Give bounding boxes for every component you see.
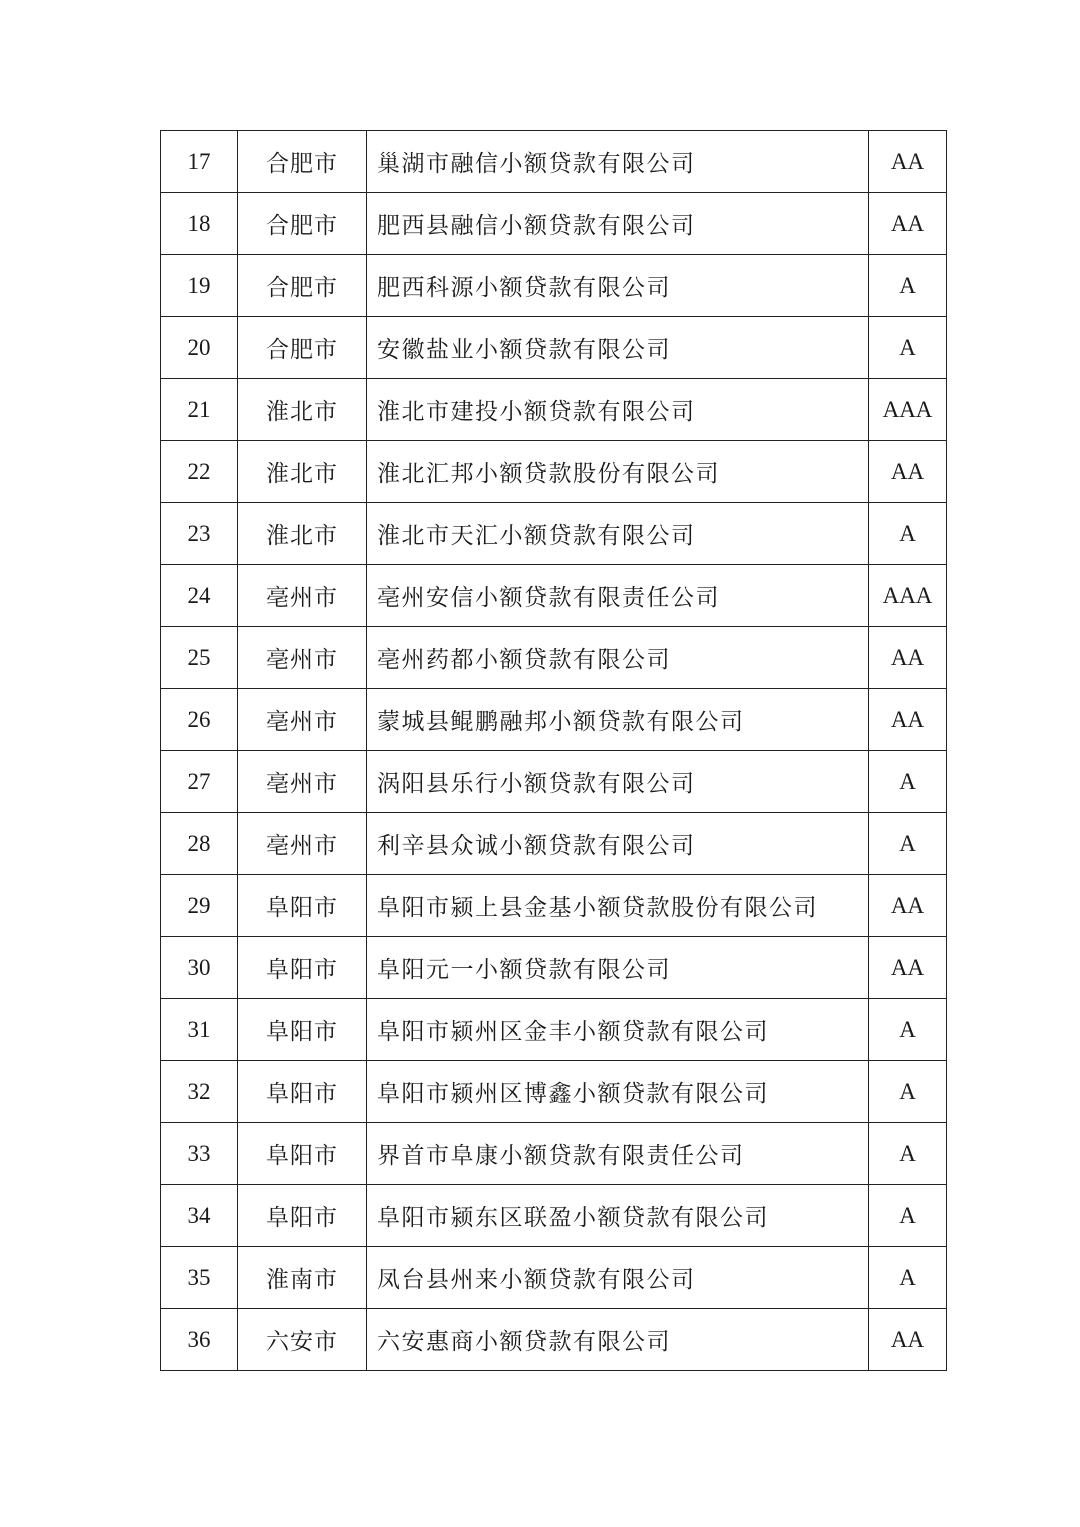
table-row bbox=[161, 627, 947, 689]
table-row bbox=[161, 1185, 947, 1247]
row-credit-grade: AA bbox=[869, 193, 947, 255]
row-credit-grade: A bbox=[869, 813, 947, 875]
table-row bbox=[161, 255, 947, 317]
row-credit-grade: AA bbox=[869, 937, 947, 999]
table-row bbox=[161, 999, 947, 1061]
row-city: 亳州市 bbox=[238, 627, 367, 689]
row-number: 21 bbox=[161, 379, 238, 441]
row-number: 32 bbox=[161, 1061, 238, 1123]
row-company-name: 涡阳县乐行小额贷款有限公司 bbox=[367, 751, 869, 813]
table-row bbox=[161, 689, 947, 751]
company-rating-table bbox=[160, 130, 947, 1371]
row-city: 阜阳市 bbox=[238, 937, 367, 999]
row-city: 亳州市 bbox=[238, 751, 367, 813]
row-number: 18 bbox=[161, 193, 238, 255]
row-company-name: 安徽盐业小额贷款有限公司 bbox=[367, 317, 869, 379]
row-number: 27 bbox=[161, 751, 238, 813]
row-company-name: 六安惠商小额贷款有限公司 bbox=[367, 1309, 869, 1371]
row-city: 阜阳市 bbox=[238, 1061, 367, 1123]
row-company-name: 亳州安信小额贷款有限责任公司 bbox=[367, 565, 869, 627]
row-credit-grade: AA bbox=[869, 627, 947, 689]
row-credit-grade: AA bbox=[869, 875, 947, 937]
row-number: 17 bbox=[161, 131, 238, 193]
row-credit-grade: AA bbox=[869, 689, 947, 751]
row-credit-grade: A bbox=[869, 1247, 947, 1309]
row-company-name: 淮北市天汇小额贷款有限公司 bbox=[367, 503, 869, 565]
table-row bbox=[161, 1309, 947, 1371]
row-number: 29 bbox=[161, 875, 238, 937]
row-number: 30 bbox=[161, 937, 238, 999]
row-city: 阜阳市 bbox=[238, 1123, 367, 1185]
table-row bbox=[161, 751, 947, 813]
table-row bbox=[161, 131, 947, 193]
row-company-name: 界首市阜康小额贷款有限责任公司 bbox=[367, 1123, 869, 1185]
row-city: 亳州市 bbox=[238, 565, 367, 627]
table-row bbox=[161, 379, 947, 441]
row-credit-grade: AA bbox=[869, 131, 947, 193]
row-credit-grade: AA bbox=[869, 441, 947, 503]
row-city: 阜阳市 bbox=[238, 999, 367, 1061]
row-company-name: 淮北市建投小额贷款有限公司 bbox=[367, 379, 869, 441]
row-number: 33 bbox=[161, 1123, 238, 1185]
row-city: 合肥市 bbox=[238, 131, 367, 193]
row-city: 阜阳市 bbox=[238, 1185, 367, 1247]
row-company-name: 淮北汇邦小额贷款股份有限公司 bbox=[367, 441, 869, 503]
row-credit-grade: A bbox=[869, 999, 947, 1061]
table-row bbox=[161, 193, 947, 255]
row-company-name: 阜阳市颍上县金基小额贷款股份有限公司 bbox=[367, 875, 869, 937]
row-city: 淮北市 bbox=[238, 441, 367, 503]
row-company-name: 蒙城县鲲鹏融邦小额贷款有限公司 bbox=[367, 689, 869, 751]
row-city: 合肥市 bbox=[238, 255, 367, 317]
row-credit-grade: A bbox=[869, 255, 947, 317]
row-company-name: 巢湖市融信小额贷款有限公司 bbox=[367, 131, 869, 193]
table-row bbox=[161, 1247, 947, 1309]
row-city: 合肥市 bbox=[238, 193, 367, 255]
row-credit-grade: A bbox=[869, 503, 947, 565]
row-credit-grade: AA bbox=[869, 1309, 947, 1371]
row-company-name: 亳州药都小额贷款有限公司 bbox=[367, 627, 869, 689]
row-city: 阜阳市 bbox=[238, 875, 367, 937]
row-city: 亳州市 bbox=[238, 813, 367, 875]
table-row bbox=[161, 1061, 947, 1123]
row-number: 24 bbox=[161, 565, 238, 627]
row-number: 36 bbox=[161, 1309, 238, 1371]
row-number: 20 bbox=[161, 317, 238, 379]
row-number: 31 bbox=[161, 999, 238, 1061]
row-number: 26 bbox=[161, 689, 238, 751]
row-city: 六安市 bbox=[238, 1309, 367, 1371]
row-number: 23 bbox=[161, 503, 238, 565]
row-company-name: 凤台县州来小额贷款有限公司 bbox=[367, 1247, 869, 1309]
row-company-name: 阜阳元一小额贷款有限公司 bbox=[367, 937, 869, 999]
row-company-name: 阜阳市颍州区金丰小额贷款有限公司 bbox=[367, 999, 869, 1061]
row-company-name: 肥西县融信小额贷款有限公司 bbox=[367, 193, 869, 255]
row-number: 28 bbox=[161, 813, 238, 875]
table-row bbox=[161, 441, 947, 503]
row-credit-grade: AAA bbox=[869, 379, 947, 441]
row-credit-grade: AAA bbox=[869, 565, 947, 627]
row-company-name: 阜阳市颍东区联盈小额贷款有限公司 bbox=[367, 1185, 869, 1247]
row-credit-grade: A bbox=[869, 1061, 947, 1123]
row-company-name: 肥西科源小额贷款有限公司 bbox=[367, 255, 869, 317]
row-number: 34 bbox=[161, 1185, 238, 1247]
row-company-name: 利辛县众诚小额贷款有限公司 bbox=[367, 813, 869, 875]
table-body bbox=[161, 131, 947, 1371]
row-city: 淮北市 bbox=[238, 503, 367, 565]
row-city: 亳州市 bbox=[238, 689, 367, 751]
row-city: 淮北市 bbox=[238, 379, 367, 441]
row-number: 22 bbox=[161, 441, 238, 503]
table-row bbox=[161, 1123, 947, 1185]
row-credit-grade: A bbox=[869, 317, 947, 379]
row-number: 25 bbox=[161, 627, 238, 689]
row-city: 合肥市 bbox=[238, 317, 367, 379]
table-row bbox=[161, 503, 947, 565]
row-company-name: 阜阳市颍州区博鑫小额贷款有限公司 bbox=[367, 1061, 869, 1123]
row-number: 35 bbox=[161, 1247, 238, 1309]
table-row bbox=[161, 937, 947, 999]
row-credit-grade: A bbox=[869, 1123, 947, 1185]
row-city: 淮南市 bbox=[238, 1247, 367, 1309]
table-row bbox=[161, 317, 947, 379]
table-row bbox=[161, 813, 947, 875]
row-credit-grade: A bbox=[869, 1185, 947, 1247]
row-number: 19 bbox=[161, 255, 238, 317]
table-row bbox=[161, 875, 947, 937]
table-row bbox=[161, 565, 947, 627]
row-credit-grade: A bbox=[869, 751, 947, 813]
